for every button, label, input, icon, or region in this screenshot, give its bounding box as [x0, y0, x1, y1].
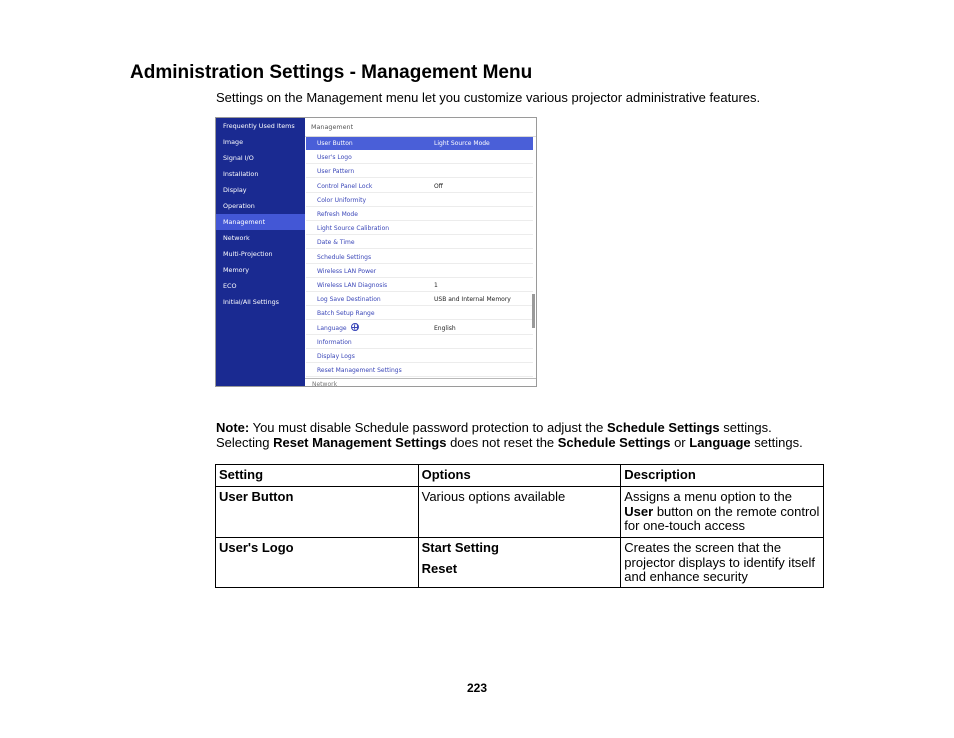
- menu-row-value: USB and Internal Memory: [434, 296, 511, 304]
- column-header-setting: Setting: [216, 465, 419, 487]
- option-text: Start Setting: [421, 540, 499, 555]
- menu-row-display-logs: [306, 350, 533, 363]
- note-text: Selecting: [216, 435, 274, 450]
- nav-item-memory: Memory: [223, 266, 249, 274]
- menu-row-batch-setup-range: [306, 307, 533, 320]
- menu-row-label: Schedule Settings: [317, 253, 372, 261]
- management-menu-screenshot: [215, 117, 537, 387]
- menu-row-label: Display Logs: [317, 353, 355, 360]
- description-text: button on the remote control for one-touch access: [624, 503, 820, 533]
- note-bold: Reset Management Settings: [273, 435, 447, 450]
- nav-item-signal-io: Signal I/O: [223, 154, 254, 162]
- menu-row-label: Log Save Destination: [317, 296, 381, 304]
- menu-row-information: [306, 336, 533, 349]
- menu-row-user-pattern: [306, 165, 533, 178]
- settings-table: [215, 464, 824, 588]
- option-text: Reset: [421, 560, 458, 576]
- menu-row-schedule-settings: [306, 251, 533, 264]
- nav-item-display: Display: [223, 186, 247, 194]
- menu-row-value: Off: [434, 182, 443, 190]
- menu-row-log-save-destination: [306, 293, 533, 306]
- note-bold: Schedule Settings: [557, 435, 671, 450]
- setting-cell: User's Logo: [216, 538, 419, 588]
- note: [216, 420, 803, 450]
- menu-row-label: User Button: [317, 140, 353, 147]
- intro-text: Settings on the Management menu let you customize various projector administrative features.: [216, 90, 761, 105]
- menu-row-wireless-lan-diagnosis: [306, 279, 533, 292]
- menu-row-value: English: [434, 324, 456, 332]
- note-text: settings.: [719, 420, 772, 435]
- option-text: Various options available: [421, 489, 566, 504]
- menu-row-label: Date & Time: [317, 239, 355, 247]
- menu-row-value: 1: [434, 282, 438, 289]
- description-text: Assigns a menu option to the: [624, 489, 792, 504]
- menu-row-label: Wireless LAN Diagnosis: [317, 282, 388, 289]
- note-bold: Language: [689, 435, 751, 450]
- note-prefix: Note:: [216, 420, 250, 435]
- menu-row-control-panel-lock: [306, 180, 533, 193]
- nav-item-network: Network: [223, 234, 250, 242]
- scrollbar: [532, 294, 535, 328]
- setting-cell: User Button: [216, 487, 419, 538]
- note-text: You must disable Schedule password protection to adjust the: [249, 420, 607, 435]
- note-text: does not reset the: [446, 435, 558, 450]
- nav-item-operation: Operation: [223, 202, 255, 210]
- menu-row-label: Color Uniformity: [317, 196, 366, 204]
- table-row: [216, 487, 824, 538]
- description-cell: Creates the screen that the projector displays to identify itself and enhance security: [621, 538, 824, 588]
- menu-sidebar: [216, 118, 305, 386]
- note-line-1: [216, 420, 803, 435]
- description-cell: [621, 487, 824, 538]
- note-bold: Schedule Settings: [606, 420, 720, 435]
- nav-item-multi-projection: Multi-Projection: [223, 250, 273, 258]
- column-header-description: Description: [621, 465, 824, 487]
- menu-row-label: User Pattern: [317, 168, 355, 176]
- next-section-label: Network: [312, 381, 338, 387]
- menu-row-light-source-calibration: [306, 222, 533, 235]
- options-cell: [418, 487, 621, 538]
- table-header-row: [216, 465, 824, 487]
- menu-row-refresh-mode: [306, 208, 533, 221]
- options-cell: [418, 538, 621, 588]
- table-row: [216, 538, 824, 588]
- menu-row-label: User's Logo: [317, 154, 352, 162]
- menu-row-user-button: [306, 137, 533, 150]
- menu-row-label: Language: [317, 324, 347, 332]
- menu-row-color-uniformity: [306, 194, 533, 207]
- menu-panel: [305, 118, 536, 386]
- menu-row-reset-management-settings: [306, 364, 533, 377]
- note-text: settings.: [750, 435, 803, 450]
- column-header-options: Options: [418, 465, 621, 487]
- nav-item-initial-all-settings: Initial/All Settings: [223, 298, 280, 306]
- menu-row-label: Wireless LAN Power: [317, 267, 377, 275]
- menu-row-language: [306, 322, 533, 335]
- menu-row-value: Light Source Mode: [434, 140, 490, 147]
- note-text: or: [670, 435, 690, 450]
- description-bold: User: [624, 503, 654, 519]
- globe-icon: [351, 323, 359, 331]
- menu-row-wireless-lan-power: [306, 265, 533, 278]
- menu-row-user-s-logo: [306, 151, 533, 164]
- note-line-2: [216, 435, 803, 450]
- nav-item-image: Image: [223, 138, 244, 146]
- menu-row-date-time: [306, 236, 533, 249]
- menu-row-label: Control Panel Lock: [317, 182, 373, 190]
- panel-title: Management: [311, 123, 354, 131]
- nav-item-eco: ECO: [223, 282, 237, 290]
- menu-row-label: Refresh Mode: [317, 211, 358, 218]
- menu-row-label: Batch Setup Range: [317, 310, 375, 318]
- nav-item-management: Management: [216, 214, 305, 230]
- nav-item-frequently-used: Frequently Used Items: [223, 122, 295, 130]
- menu-row-label: Light Source Calibration: [317, 225, 390, 233]
- nav-item-installation: Installation: [223, 170, 259, 178]
- menu-row-label: Reset Management Settings: [317, 367, 402, 375]
- divider: [305, 378, 536, 379]
- menu-row-label: Information: [317, 338, 352, 346]
- page-number: 223: [466, 681, 488, 695]
- page-title: Administration Settings - Management Menu: [130, 62, 533, 83]
